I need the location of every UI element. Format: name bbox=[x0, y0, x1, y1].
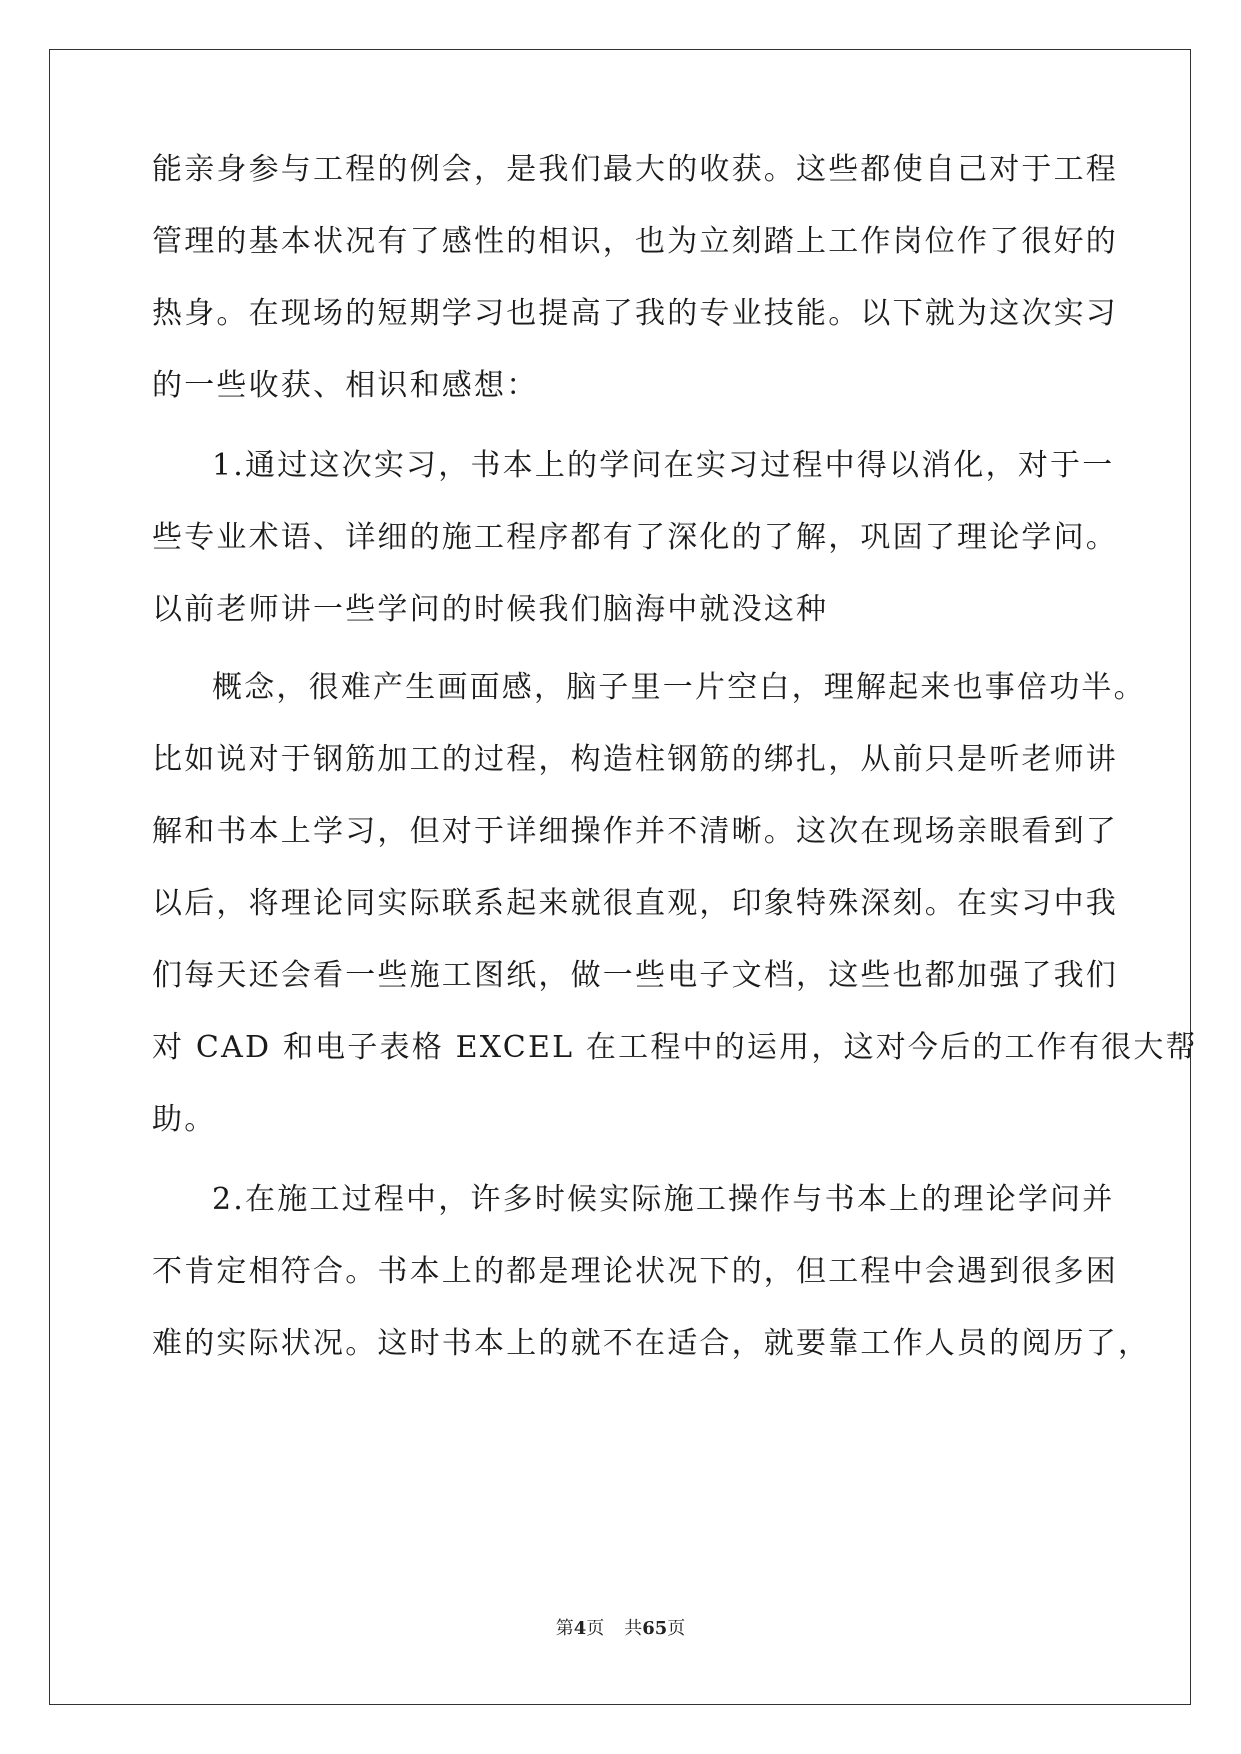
page-footer bbox=[0, 1614, 1241, 1640]
page-suffix: 页 bbox=[586, 1618, 605, 1639]
paragraph-line-8: 概念，很难产生画面感，脑子里一片空白，理解起来也事倍功半。 bbox=[212, 670, 1146, 705]
paragraph-line-9: 比如说对于钢筋加工的过程，构造柱钢筋的绑扎，从前只是听老师讲 bbox=[152, 742, 1118, 777]
paragraph-line-17: 难的实际状况。这时书本上的就不在适合，就要靠工作人员的阅历了， bbox=[152, 1326, 1151, 1361]
paragraph-line-4: 的一些收获、相识和感想： bbox=[152, 368, 539, 403]
paragraph-line-14: 助。 bbox=[152, 1102, 217, 1137]
paragraph-line-16: 不肯定相符合。书本上的都是理论状况下的，但工程中会遇到很多困 bbox=[152, 1254, 1118, 1289]
paragraph-line-6: 些专业术语、详细的施工程序都有了深化的了解，巩固了理论学问。 bbox=[152, 520, 1118, 555]
paragraph-line-1: 能亲身参与工程的例会，是我们最大的收获。这些都使自己对于工程 bbox=[152, 152, 1118, 187]
page-number: 4 bbox=[573, 1618, 587, 1639]
paragraph-line-5: 1.通过这次实习，书本上的学问在实习过程中得以消化，对于一 bbox=[212, 448, 1115, 483]
paragraph-line-2: 管理的基本状况有了感性的相识，也为立刻踏上工作岗位作了很好的 bbox=[152, 224, 1118, 259]
paragraph-line-13: 对 CAD 和电子表格 EXCEL 在工程中的运用，这对今后的工作有很大帮 bbox=[152, 1030, 1198, 1065]
paragraph-line-10: 解和书本上学习，但对于详细操作并不清晰。这次在现场亲眼看到了 bbox=[152, 814, 1118, 849]
total-suffix: 页 bbox=[667, 1618, 686, 1639]
total-pages: 65 bbox=[642, 1618, 668, 1639]
paragraph-line-3: 热身。在现场的短期学习也提高了我的专业技能。以下就为这次实习 bbox=[152, 296, 1118, 331]
paragraph-line-7: 以前老师讲一些学问的时候我们脑海中就没这种 bbox=[152, 592, 829, 627]
paragraph-line-15: 2.在施工过程中，许多时候实际施工操作与书本上的理论学问并 bbox=[212, 1182, 1115, 1217]
page-prefix: 第 bbox=[555, 1618, 574, 1639]
paragraph-line-11: 以后，将理论同实际联系起来就很直观，印象特殊深刻。在实习中我 bbox=[152, 886, 1118, 921]
paragraph-line-12: 们每天还会看一些施工图纸，做一些电子文档，这些也都加强了我们 bbox=[152, 958, 1118, 993]
total-prefix: 共 bbox=[624, 1618, 643, 1639]
